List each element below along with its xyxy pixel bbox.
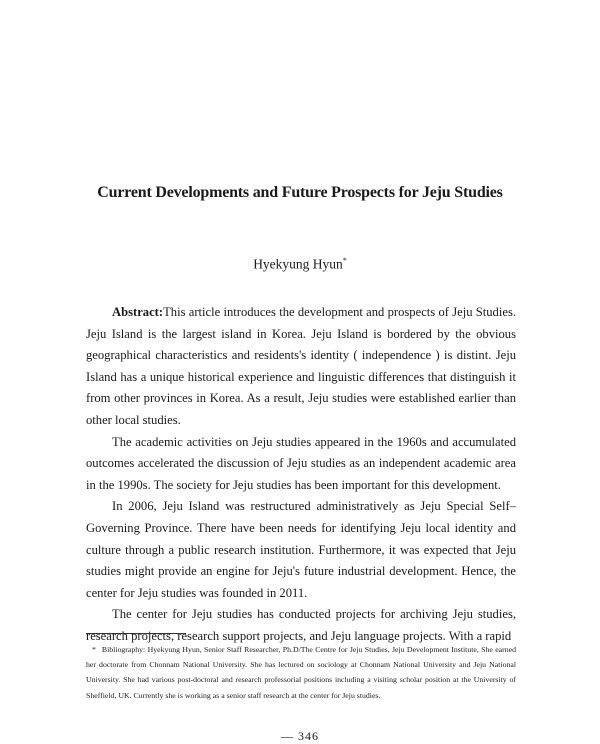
abstract-separator: : xyxy=(158,305,164,319)
body-paragraph-1: The academic activities on Jeju studies appeared in the 1960s and accumulated outcomes accelerated the discussion of Jeju studies as an independent academic area in the 1990s. The society for Jeju studies has been important for this development. xyxy=(86,434,516,492)
paper-title: Current Developments and Future Prospects for Jeju Studies xyxy=(97,184,503,201)
abstract-paragraph xyxy=(86,302,516,432)
body-paragraph-3: The center for Jeju studies has conducted projects for archiving Jeju studies, research projects, research support projects, and Jeju language projects. With a rapid xyxy=(86,607,516,643)
body-paragraph-2: In 2006, Jeju Island was restructured administratively as Jeju Special Self–Governing Province. There have been needs for identifying Jeju local identity and culture through a public research institution. Furthermore, it was expected that Jeju studies might provide an engine for Jeju's future industrial development. Hence, the center for Jeju studies was founded in 2011. xyxy=(86,499,516,600)
footnote-text: Bibliography: Hyekyung Hyun, Senior Staff Researcher, Ph.D/The Centre for Jeju Studies, Jeju Development Institute, She earned her doctorate from Chonnam National University. She has lectured on sociology at Chonnam National University and Jeju National University. She had various post-doctoral and research professorial positions including a visiting scholar position at the University of Sheffield, UK. Currently she is working as a senior staff research at the center for Jeju studies. xyxy=(86,645,516,700)
footnote-divider xyxy=(86,633,186,634)
author-line xyxy=(0,256,600,273)
body-text xyxy=(86,302,516,648)
abstract-text: This article introduces the development and prospects of Jeju Studies. Jeju Island is the largest island in Korea. Jeju Island is bordered by the obvious geographical characteristics and residents's identity ( independence ) is distint. Jeju Island has a unique historical experience and linguistic differences that distinguish it from other provinces in Korea. As a result, Jeju studies were established earlier than other local studies. xyxy=(86,305,516,427)
author-name: Hyekyung Hyun xyxy=(253,256,343,272)
page-number: — 346 xyxy=(281,729,319,743)
author-footnote-marker: * xyxy=(342,256,347,265)
abstract-label: Abstract xyxy=(112,305,159,319)
footnote-marker: * xyxy=(92,645,96,654)
footnote xyxy=(86,642,516,703)
